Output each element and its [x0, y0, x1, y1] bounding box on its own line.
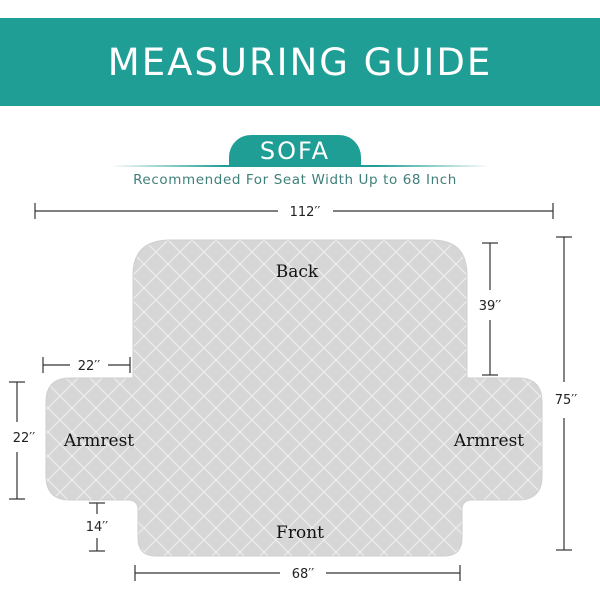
seat-width-value: 68′′: [291, 567, 315, 582]
front-flap-value: 14′′: [85, 520, 109, 535]
total-depth-value: 75′′: [554, 393, 578, 408]
total-width-value: 112′′: [289, 205, 321, 220]
front-label: Front: [276, 523, 324, 543]
armrest-right-label: Armrest: [453, 431, 525, 451]
back-label: Back: [275, 262, 319, 282]
armrest-depth-value: 22′′: [12, 431, 36, 446]
armrest-left-label: Armrest: [63, 431, 135, 451]
armrest-width-value: 22′′: [77, 359, 101, 374]
cover-shape: [46, 240, 542, 556]
product-subtitle: Recommended For Seat Width Up to 68 Inch: [133, 172, 457, 188]
back-height-value: 39′′: [478, 299, 502, 314]
page-title: MEASURING GUIDE: [107, 40, 493, 84]
product-name: SOFA: [259, 136, 331, 165]
